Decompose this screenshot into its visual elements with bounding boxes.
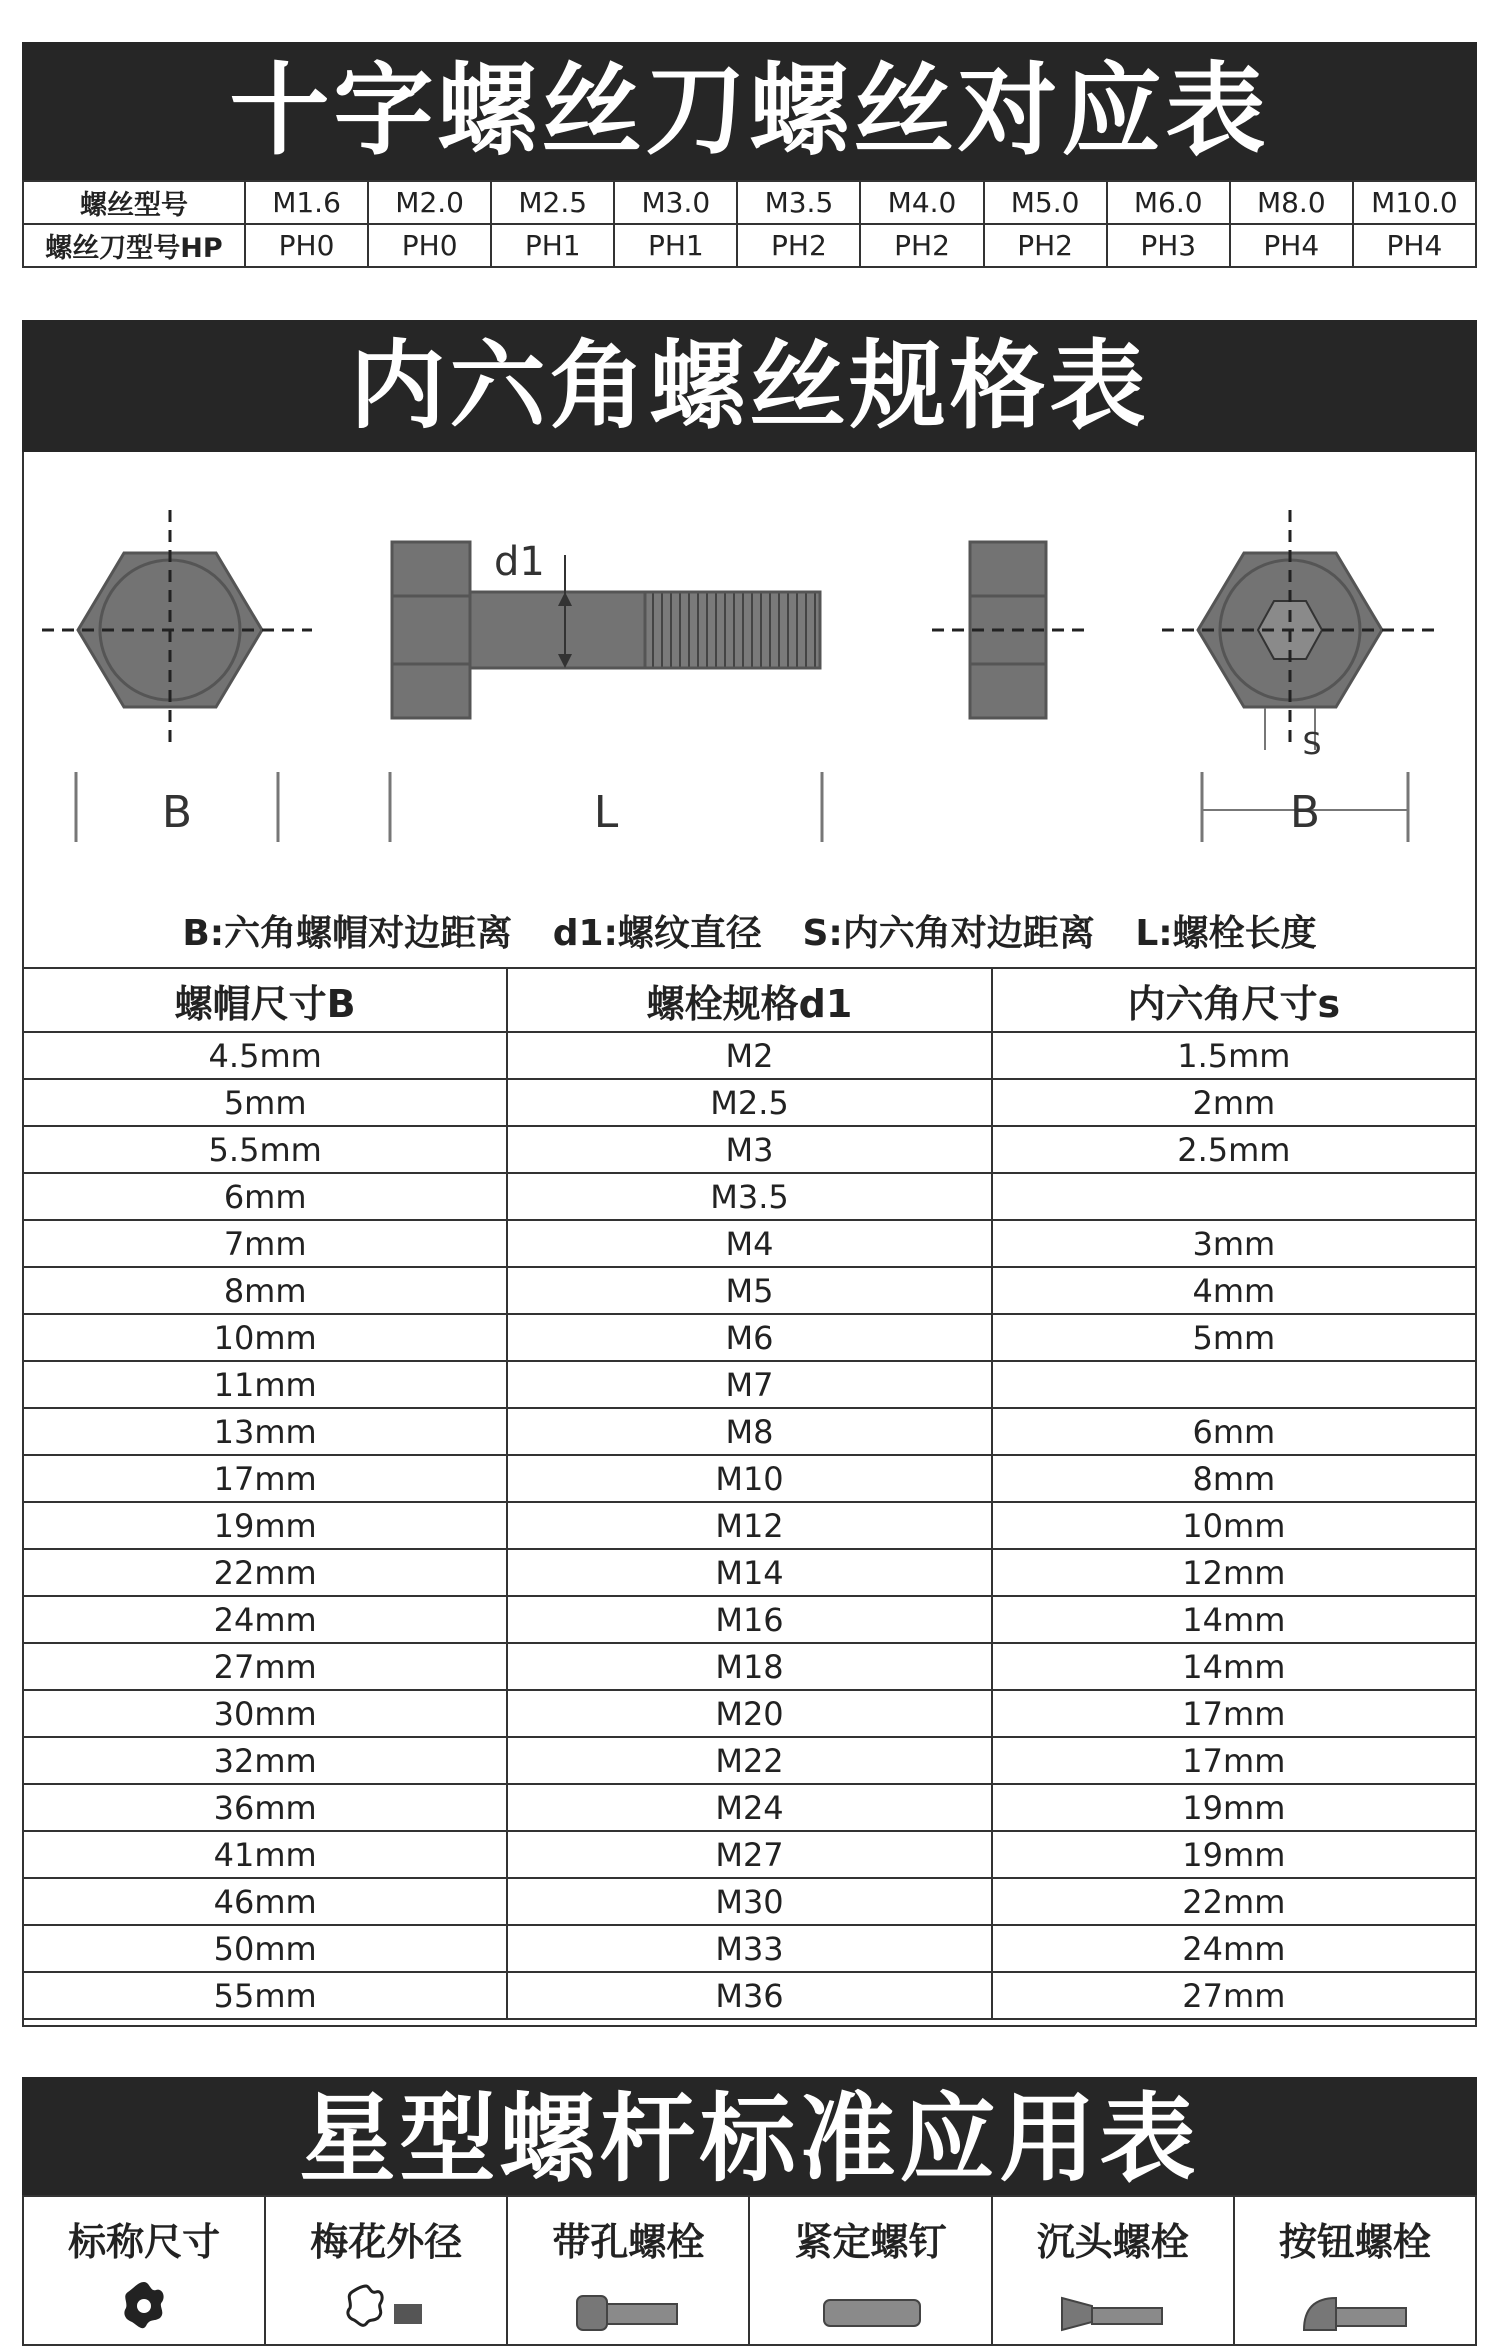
hex-head-front-icon [42, 510, 312, 750]
hex-size-cell: 14mm [992, 1596, 1476, 1643]
hex-spec-table [22, 967, 1477, 2020]
bolt-spec-cell: M33 [507, 1925, 991, 1972]
hex-size-cell: 10mm [992, 1502, 1476, 1549]
star-header-row [23, 2196, 1476, 2345]
driver-size-cell: PH2 [737, 224, 860, 267]
table-row [23, 1455, 1476, 1502]
star-column-label: 按钮螺栓 [1278, 2220, 1431, 2264]
star-column-header [992, 2196, 1234, 2345]
bolt-spec-cell: M27 [507, 1831, 991, 1878]
nut-size-cell: 4.5mm [23, 1032, 507, 1079]
nut-size-cell: 32mm [23, 1737, 507, 1784]
screw-size-cell: M5.0 [984, 181, 1107, 224]
bolt-spec-cell: M3.5 [507, 1173, 991, 1220]
table-row [23, 1502, 1476, 1549]
star-column-label: 梅花外径 [310, 2220, 463, 2264]
table-row [23, 1032, 1476, 1079]
hex-size-cell [992, 1173, 1476, 1220]
driver-size-cell: PH3 [1107, 224, 1230, 267]
table-row [23, 1643, 1476, 1690]
nut-size-cell: 13mm [23, 1408, 507, 1455]
table-row [23, 1079, 1476, 1126]
bolt-spec-cell: M10 [507, 1455, 991, 1502]
bolt-spec-cell: M36 [507, 1972, 991, 2019]
table-row [23, 1737, 1476, 1784]
nut-size-cell: 10mm [23, 1314, 507, 1361]
nut-size-cell: 6mm [23, 1173, 507, 1220]
table-row [23, 1314, 1476, 1361]
hex-size-cell: 12mm [992, 1549, 1476, 1596]
hex-size-cell: 27mm [992, 1972, 1476, 2019]
hex-size-cell: 14mm [992, 1643, 1476, 1690]
bolt-side-icon [392, 542, 820, 718]
table-row [23, 1173, 1476, 1220]
screw-size-row [23, 181, 1476, 224]
legend-s: S:内六角对边距离 [802, 913, 1095, 954]
torx-diameter-icon [267, 2278, 505, 2343]
driver-size-cell: PH1 [614, 224, 737, 267]
table-row [23, 1126, 1476, 1173]
phillips-title: 十字螺丝刀螺丝对应表 [22, 42, 1477, 180]
bolt-spec-cell: M18 [507, 1643, 991, 1690]
phillips-table [22, 180, 1477, 268]
bolt-spec-cell: M8 [507, 1408, 991, 1455]
table-row [23, 1878, 1476, 1925]
nut-size-cell: 8mm [23, 1267, 507, 1314]
nut-size-cell: 27mm [23, 1643, 507, 1690]
nut-size-cell: 50mm [23, 1925, 507, 1972]
torx-icon [25, 2278, 263, 2343]
screw-size-cell: M1.6 [245, 181, 368, 224]
star-column-label: 紧定螺钉 [794, 2220, 947, 2264]
bolt-spec-cell: M2 [507, 1032, 991, 1079]
nut-size-cell: 19mm [23, 1502, 507, 1549]
hex-size-cell: 2mm [992, 1079, 1476, 1126]
table-row [23, 1690, 1476, 1737]
hex-size-cell: 22mm [992, 1878, 1476, 1925]
table-row [23, 1220, 1476, 1267]
star-column-label: 标称尺寸 [68, 2220, 221, 2264]
star-table [22, 2195, 1477, 2346]
driver-size-cell: PH0 [368, 224, 491, 267]
l-label: L [593, 787, 619, 838]
hole-bolt-icon [509, 2278, 747, 2343]
b-label-left: B [161, 787, 193, 838]
hex-size-cell: 3mm [992, 1220, 1476, 1267]
hex-size-cell: 24mm [992, 1925, 1476, 1972]
table-row [23, 1408, 1476, 1455]
star-column-header [23, 2196, 265, 2345]
hex-size-cell: 2.5mm [992, 1126, 1476, 1173]
driver-size-cell: PH4 [1353, 224, 1476, 267]
nut-size-cell: 7mm [23, 1220, 507, 1267]
screw-size-cell: M2.5 [491, 181, 614, 224]
screw-size-label: 螺丝型号 [23, 181, 245, 224]
driver-size-cell: PH2 [984, 224, 1107, 267]
star-column-header [507, 2196, 749, 2345]
hex-nut-side-icon [932, 542, 1087, 718]
hex-legend [22, 905, 1477, 956]
header-nut-size: 螺帽尺寸B [23, 968, 507, 1032]
d1-label: d1 [494, 539, 545, 585]
bolt-spec-cell: M24 [507, 1784, 991, 1831]
driver-size-cell: PH2 [860, 224, 983, 267]
screw-size-cell: M10.0 [1353, 181, 1476, 224]
star-column-label: 沉头螺栓 [1036, 2220, 1189, 2264]
screw-size-cell: M2.0 [368, 181, 491, 224]
nut-size-cell: 30mm [23, 1690, 507, 1737]
hex-size-cell: 17mm [992, 1690, 1476, 1737]
star-column-header [749, 2196, 991, 2345]
header-bolt-spec: 螺栓规格d1 [507, 968, 991, 1032]
hex-size-cell: 5mm [992, 1314, 1476, 1361]
screw-size-cell: M6.0 [1107, 181, 1230, 224]
nut-size-cell: 24mm [23, 1596, 507, 1643]
s-label: S [1302, 727, 1322, 762]
legend-b: B:六角螺帽对边距离 [182, 913, 513, 954]
table-row [23, 1549, 1476, 1596]
countersunk-bolt-icon [994, 2278, 1232, 2343]
nut-size-cell: 5.5mm [23, 1126, 507, 1173]
star-column-label: 带孔螺栓 [552, 2220, 705, 2264]
hex-size-cell: 17mm [992, 1737, 1476, 1784]
table-row [23, 1784, 1476, 1831]
star-column-header [1234, 2196, 1476, 2345]
legend-d1: d1:螺纹直径 [552, 913, 762, 954]
set-screw-icon [751, 2278, 989, 2343]
nut-size-cell: 36mm [23, 1784, 507, 1831]
table-row [23, 1972, 1476, 2019]
nut-size-cell: 41mm [23, 1831, 507, 1878]
driver-size-label: 螺丝刀型号HP [23, 224, 245, 267]
nut-size-cell: 11mm [23, 1361, 507, 1408]
button-bolt-icon [1236, 2278, 1474, 2343]
bolt-spec-cell: M2.5 [507, 1079, 991, 1126]
header-hex-size: 内六角尺寸s [992, 968, 1476, 1032]
table-row [23, 1361, 1476, 1408]
hex-size-cell: 19mm [992, 1784, 1476, 1831]
screw-size-cell: M4.0 [860, 181, 983, 224]
nut-size-cell: 46mm [23, 1878, 507, 1925]
bolt-spec-cell: M4 [507, 1220, 991, 1267]
hex-size-cell: 19mm [992, 1831, 1476, 1878]
screw-size-cell: M8.0 [1230, 181, 1353, 224]
socket-head-end-icon [1162, 510, 1442, 750]
table-header-row [23, 968, 1476, 1032]
nut-size-cell: 5mm [23, 1079, 507, 1126]
table-row [23, 1831, 1476, 1878]
hex-size-cell: 1.5mm [992, 1032, 1476, 1079]
table-row [23, 1267, 1476, 1314]
bolt-spec-cell: M20 [507, 1690, 991, 1737]
hex-size-cell: 6mm [992, 1408, 1476, 1455]
bolt-spec-cell: M16 [507, 1596, 991, 1643]
driver-size-row [23, 224, 1476, 267]
hex-bolt-diagram [22, 460, 1477, 890]
table-row [23, 1925, 1476, 1972]
bolt-spec-cell: M14 [507, 1549, 991, 1596]
b-label-right: B [1289, 787, 1321, 838]
driver-size-cell: PH1 [491, 224, 614, 267]
bolt-spec-cell: M12 [507, 1502, 991, 1549]
star-column-header [265, 2196, 507, 2345]
bolt-spec-cell: M22 [507, 1737, 991, 1784]
bolt-spec-cell: M5 [507, 1267, 991, 1314]
nut-size-cell: 55mm [23, 1972, 507, 2019]
bolt-spec-cell: M7 [507, 1361, 991, 1408]
legend-l: L:螺栓长度 [1135, 913, 1317, 954]
nut-size-cell: 17mm [23, 1455, 507, 1502]
screw-size-cell: M3.0 [614, 181, 737, 224]
bolt-spec-cell: M6 [507, 1314, 991, 1361]
hex-title: 内六角螺丝规格表 [22, 320, 1477, 452]
bolt-spec-cell: M3 [507, 1126, 991, 1173]
nut-size-cell: 22mm [23, 1549, 507, 1596]
hex-size-cell: 8mm [992, 1455, 1476, 1502]
driver-size-cell: PH4 [1230, 224, 1353, 267]
table-row [23, 1596, 1476, 1643]
hex-size-cell: 4mm [992, 1267, 1476, 1314]
bolt-spec-cell: M30 [507, 1878, 991, 1925]
driver-size-cell: PH0 [245, 224, 368, 267]
screw-size-cell: M3.5 [737, 181, 860, 224]
hex-size-cell [992, 1361, 1476, 1408]
star-title: 星型螺杆标准应用表 [22, 2077, 1477, 2195]
